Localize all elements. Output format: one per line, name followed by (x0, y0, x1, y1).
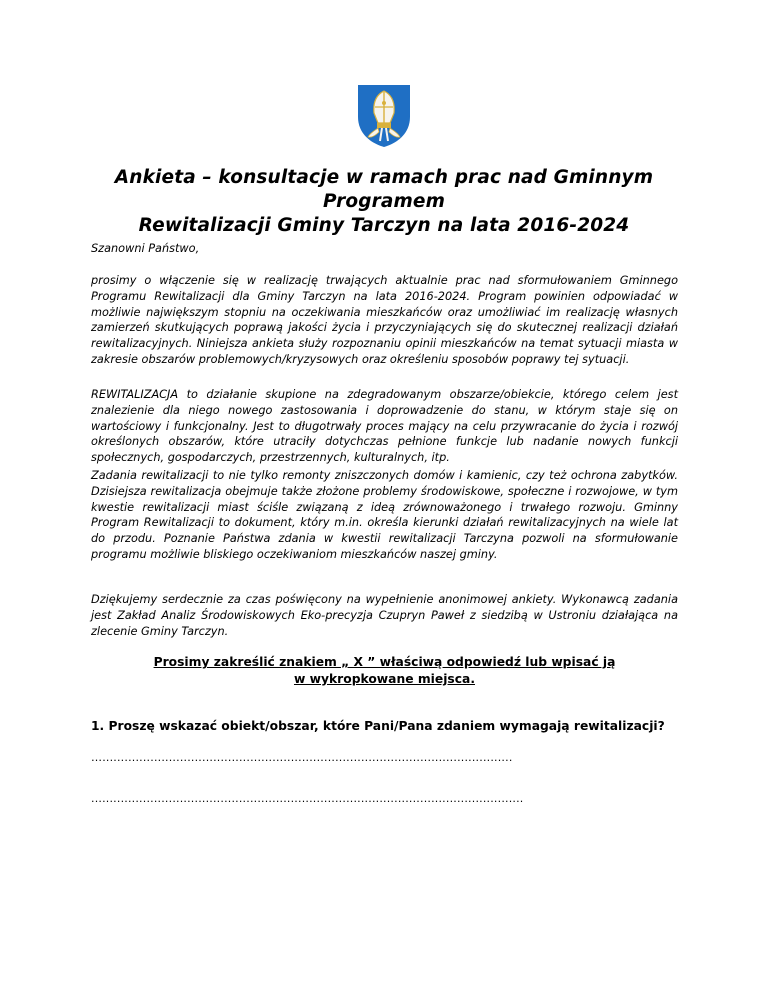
greeting: Szanowni Państwo, (91, 242, 200, 255)
title-line-1: Ankieta – konsultacje w ramach prac nad Gminnym Programem (114, 167, 654, 212)
page-title (60, 166, 708, 238)
revitalization-definition-paragraph: REWITALIZACJA to działanie skupione na zdegradowanym obszarze/obiekcie, którego celem jest znalezienie dla niego nowego zastosowania i doprowadzenie do stanu, w którym staje się on wartościowy i funkcjonalny. Jest to długotrwały proces mający na celu przywracanie do życia i rozwój określonych obszarów, które utraciły dotychczas pełnione funkcje lub nadanie nowych funkcji społecznych, gospodarczych, przestrzennych, kulturalnych, itp. (91, 388, 678, 465)
instructions (91, 654, 678, 688)
instruction-line-1: Prosimy zakreślić znakiem „ X ” właściwą odpowiedź lub wpisać ją (153, 655, 616, 669)
answer-line-2[interactable]: ..................................................................................................................... (91, 792, 524, 805)
question-1: 1. Proszę wskazać obiekt/obszar, które Pani/Pana zdaniem wymagają rewitalizacji? (91, 719, 665, 733)
thanks-paragraph: Dziękujemy serdecznie za czas poświęcony na wypełnienie anonimowej ankiety. Wykonawcą zadania jest Zakład Analiz Środowiskowych Eko-precyzja Czupryn Paweł z siedzibą w Ustroniu działająca na zlecenie Gminy Tarczyn. (91, 593, 678, 638)
coat-of-arms-icon (356, 83, 412, 149)
revitalization-tasks-paragraph: Zadania rewitalizacji to nie tylko remonty zniszczonych domów i kamienic, czy też ochrona zabytków. Dzisiejsza rewitalizacja obejmuje także złożone problemy środowiskowe, społeczne i rozwojowe, w tym kwestie rewitalizacji miast ściśle związaną z ideą zrównoważonego i trwałego rozwoju. Gminny Program Rewitalizacji to dokument, który m.in. określa kierunki działań rewitalizacyjnych na wiele lat do przodu. Poznanie Państwa zdania w kwestii rewitalizacji Tarczyna pozwoli na sformułowanie programu możliwie bliskiego oczekiwaniom mieszkańców naszej gminy. (91, 469, 678, 561)
instruction-line-2: w wykropkowane miejsca. (293, 672, 475, 686)
title-line-2: Rewitalizacji Gminy Tarczyn na lata 2016-2024 (138, 215, 630, 236)
intro-paragraph: prosimy o włączenie się w realizację trwających aktualnie prac nad sformułowaniem Gminnego Programu Rewitalizacji dla Gminy Tarczyn na lata 2016-2024. Program powinien odpowiadać w możliwie największym stopniu na oczekiwania mieszkańców oraz umożliwiać im realizację własnych zamierzeń skutkujących poprawą jakości życia i przyczyniających się do skutecznej realizacji działań rewitalizacyjnych. Niniejsza ankieta służy rozpoznaniu opinii mieszkańców na temat sytuacji miasta w zakresie obszarów problemowych/kryzysowych oraz określeniu sposobów poprawy tej sytuacji. (91, 274, 678, 366)
answer-line-1[interactable]: …............................................................................................................... (91, 751, 513, 764)
